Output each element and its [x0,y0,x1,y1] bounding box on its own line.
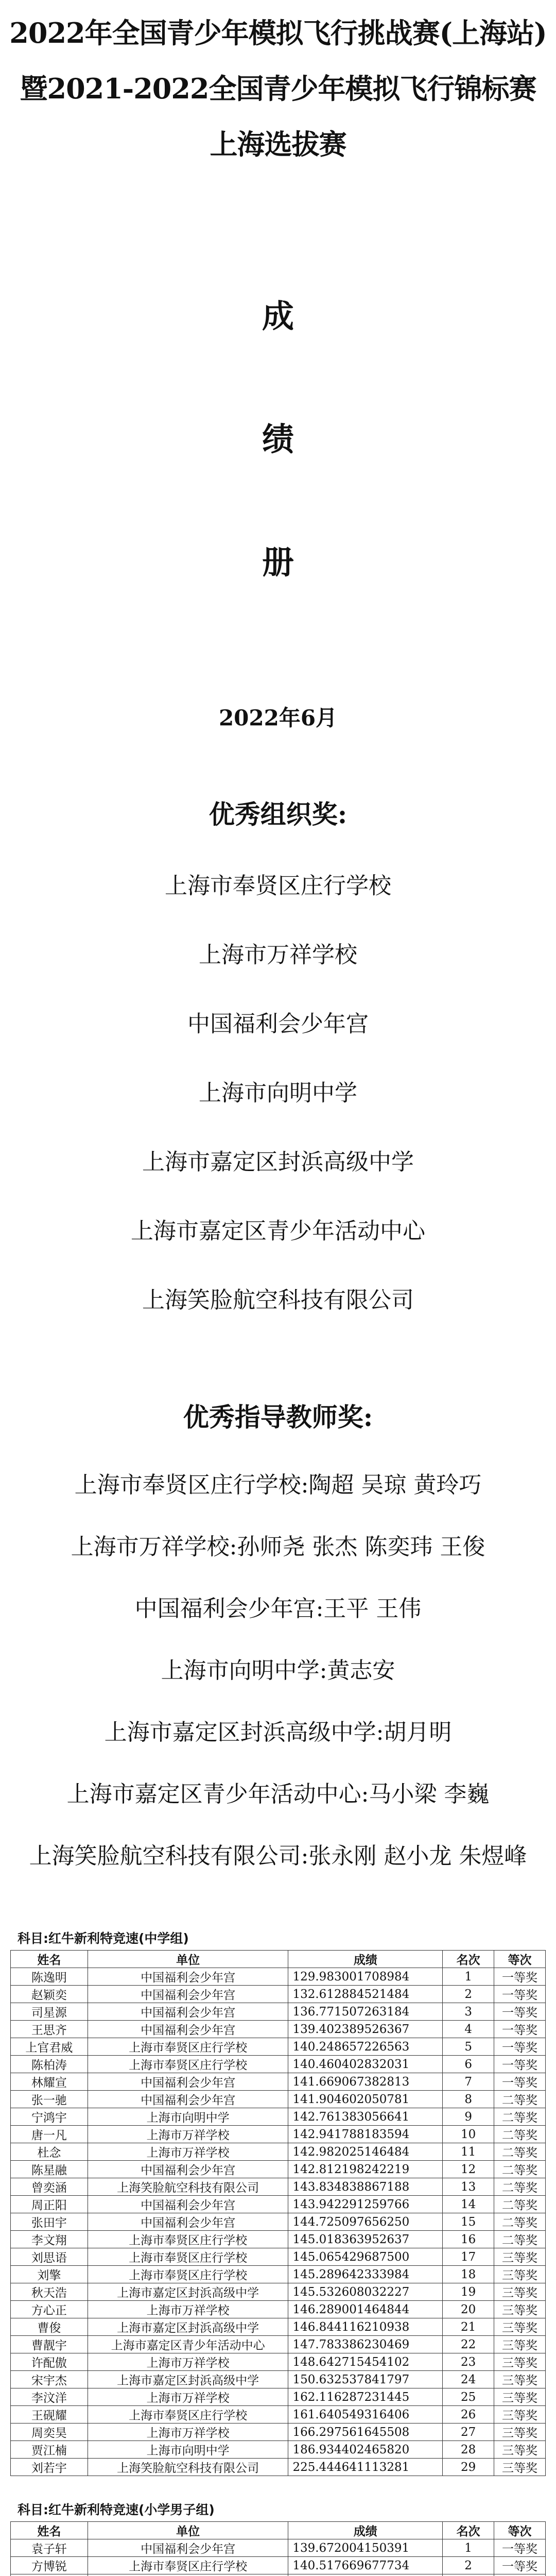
cell-name: 张一驰 [11,2091,88,2108]
cell-name: 秋天浩 [11,2283,88,2301]
cell-score: 162.116287231445 [288,2388,443,2406]
header-name: 姓名 [11,2522,88,2539]
cell-prize: 三等奖 [494,2336,546,2353]
cell-prize: 三等奖 [494,2388,546,2406]
cell-rank: 2 [443,2557,494,2574]
cell-rank: 12 [443,2161,494,2178]
org-award-heading: 优秀组织奖: [208,799,348,829]
cell-prize: 二等奖 [494,2196,546,2213]
cell-name: 周正阳 [11,2196,88,2213]
cell-unit: 中国福利会少年宫 [88,2091,288,2108]
table-row [11,2424,546,2441]
org-award-item: 上海市向明中学 [199,1080,357,1106]
table-row [11,2336,546,2353]
table-header-row [11,2522,546,2539]
teacher-award-item: 上海市向明中学:黄志安 [161,1657,395,1684]
table-row [11,2231,546,2248]
cell-rank: 9 [443,2108,494,2126]
cell-score: 186.934402465820 [288,2441,443,2459]
header-prize: 等次 [494,2522,546,2539]
result-table [10,2521,546,2576]
teacher-award-heading: 优秀指导教师奖: [183,1402,373,1432]
table-row [11,1968,546,1986]
cell-score [288,2574,443,2576]
org-award-item: 上海市嘉定区封浜高级中学 [142,1149,414,1175]
cell-unit: 中国福利会少年宫 [88,2213,288,2231]
cell-name: 陈逸明 [11,1968,88,1986]
org-award-item: 上海市奉贤区庄行学校 [165,873,391,899]
cell-name: 上官君威 [11,2038,88,2056]
table-row [11,2283,546,2301]
table-row [11,2196,546,2213]
cell-rank: 24 [443,2371,494,2388]
header-score: 成绩 [288,1951,443,1968]
cell-name: 宋宇杰 [11,2371,88,2388]
cell-rank: 14 [443,2196,494,2213]
cell-name: 宁鸿宇 [11,2108,88,2126]
cell-rank: 21 [443,2318,494,2336]
cell-prize: 三等奖 [494,2266,546,2283]
cell-prize: 二等奖 [494,2143,546,2161]
cell-rank: 2 [443,1986,494,2003]
cell-score: 146.289001464844 [288,2301,443,2318]
cell-score: 141.669067382813 [288,2073,443,2091]
cell-name: 陈柏涛 [11,2056,88,2073]
cell-rank: 29 [443,2459,494,2476]
cell-rank: 26 [443,2406,494,2424]
cell-score: 132.612884521484 [288,1986,443,2003]
cell-prize: 三等奖 [494,2441,546,2459]
teacher-award-item: 上海市万祥学校:孙师尧 张杰 陈奕玮 王俊 [71,1534,485,1560]
header-unit: 单位 [88,1951,288,1968]
cell-name: 李汶洋 [11,2388,88,2406]
cell-name: 司星源 [11,2003,88,2021]
cell-prize: 一等奖 [494,2056,546,2073]
cell-unit: 上海市奉贤区庄行学校 [88,2557,288,2574]
cell-rank: 19 [443,2283,494,2301]
cell-unit: 上海市奉贤区庄行学校 [88,2266,288,2283]
cell-prize: 三等奖 [494,2353,546,2371]
cell-rank: 23 [443,2353,494,2371]
cell-rank: 5 [443,2038,494,2056]
cell-prize: 三等奖 [494,2318,546,2336]
teacher-award-item: 上海市奉贤区庄行学校:陶超 吴琼 黄玲巧 [74,1472,482,1498]
cell-unit: 上海市万祥学校 [88,2143,288,2161]
cell-prize: 一等奖 [494,1986,546,2003]
cell-score: 140.248657226563 [288,2038,443,2056]
table-row [11,2441,546,2459]
cell-name: 袁子轩 [11,2539,88,2557]
table-header-row [11,1951,546,1968]
cell-score: 143.834838867188 [288,2178,443,2196]
teacher-award-item: 上海市嘉定区封浜高级中学:胡月明 [104,1719,452,1745]
cell-unit: 上海市奉贤区庄行学校 [88,2406,288,2424]
cell-score: 136.771507263184 [288,2003,443,2021]
cell-name: 曹俊 [11,2318,88,2336]
cell-rank: 22 [443,2336,494,2353]
cell-unit [88,2574,288,2576]
table-row [11,2539,546,2557]
title-line-2: 暨2021-2022全国青少年模拟飞行锦标赛 [20,72,536,105]
cell-rank: 6 [443,2056,494,2073]
table-row [11,2178,546,2196]
cell-unit: 上海市万祥学校 [88,2353,288,2371]
cell-score: 139.672004150391 [288,2539,443,2557]
cell-score: 139.402389526367 [288,2021,443,2038]
cell-unit: 上海市奉贤区庄行学校 [88,2038,288,2056]
org-award-list [0,852,556,1335]
cell-name: 唐一凡 [11,2126,88,2143]
header-rank: 名次 [443,2522,494,2539]
cell-name [11,2574,88,2576]
cell-prize: 一等奖 [494,2539,546,2557]
cell-unit: 中国福利会少年宫 [88,1968,288,1986]
cell-score: 146.844116210938 [288,2318,443,2336]
cell-prize: 二等奖 [494,2108,546,2126]
org-award-item: 上海市嘉定区青少年活动中心 [131,1218,425,1244]
table-row [11,2073,546,2091]
cell-prize: 三等奖 [494,2371,546,2388]
table-row [11,2003,546,2021]
teacher-award-item: 上海笑脸航空科技有限公司:张永刚 赵小龙 朱煜峰 [29,1843,527,1869]
cell-name: 林耀宣 [11,2073,88,2091]
cell-rank: 25 [443,2388,494,2406]
table-row [11,2091,546,2108]
teacher-award-item: 中国福利会少年宫:王平 王伟 [134,1596,422,1622]
cover-char-3: 册 [262,544,294,581]
table-row [11,2371,546,2388]
cell-prize: 二等奖 [494,2161,546,2178]
cell-unit: 中国福利会少年宫 [88,1986,288,2003]
table-row [11,2213,546,2231]
cell-unit: 上海市嘉定区封浜高级中学 [88,2283,288,2301]
cell-score: 150.632537841797 [288,2371,443,2388]
cell-name: 贾江楠 [11,2441,88,2459]
cell-rank: 8 [443,2091,494,2108]
cell-name: 王砚耀 [11,2406,88,2424]
title-line-3: 上海选拔赛 [210,128,346,161]
cell-unit: 中国福利会少年宫 [88,2196,288,2213]
cell-score: 142.761383056641 [288,2108,443,2126]
cell-name: 周奕昊 [11,2424,88,2441]
cell-score: 225.444641113281 [288,2459,443,2476]
table-title: 科目:红牛新利特竞速(中学组) [18,1931,189,1946]
cell-prize [494,2574,546,2576]
table-row [11,2021,546,2038]
cell-prize: 一等奖 [494,2073,546,2091]
cell-prize: 三等奖 [494,2301,546,2318]
cell-rank: 3 [443,2003,494,2021]
cover-char-2: 绩 [262,420,294,458]
cell-prize: 三等奖 [494,2406,546,2424]
table-row [11,2038,546,2056]
org-award-item: 中国福利会少年宫 [187,1011,369,1037]
cell-score: 145.018363952637 [288,2231,443,2248]
cell-name: 王思齐 [11,2021,88,2038]
cell-score: 161.640549316406 [288,2406,443,2424]
cell-rank: 28 [443,2441,494,2459]
header-score: 成绩 [288,2522,443,2539]
table-row [11,2266,546,2283]
cell-unit: 上海市嘉定区封浜高级中学 [88,2318,288,2336]
cell-prize: 二等奖 [494,2178,546,2196]
cell-score: 143.942291259766 [288,2196,443,2213]
cell-unit: 上海市万祥学校 [88,2424,288,2441]
cell-name: 杜念 [11,2143,88,2161]
cell-score: 142.982025146484 [288,2143,443,2161]
results-tables [0,1928,556,2576]
title-line-1: 2022年全国青少年模拟飞行挑战赛(上海站) [9,16,547,49]
cell-rank: 7 [443,2073,494,2091]
table-row [11,2143,546,2161]
cover-char-1: 成 [262,297,294,335]
table-row [11,2574,546,2576]
cell-prize: 二等奖 [494,2213,546,2231]
cell-name: 张田宇 [11,2213,88,2231]
cell-prize: 一等奖 [494,2557,546,2574]
cell-rank: 16 [443,2231,494,2248]
cell-unit: 上海市奉贤区庄行学校 [88,2056,288,2073]
cell-prize: 一等奖 [494,2038,546,2056]
table-row [11,2161,546,2178]
cell-name: 赵颖奕 [11,1986,88,2003]
table-row [11,2388,546,2406]
cell-name: 刘若宇 [11,2459,88,2476]
table-row [11,2301,546,2318]
result-table-section [10,1928,546,2476]
cell-unit: 上海市万祥学校 [88,2126,288,2143]
cell-unit: 中国福利会少年宫 [88,2003,288,2021]
cover-date: 2022年6月 [218,705,338,731]
cell-unit: 上海笑脸航空科技有限公司 [88,2459,288,2476]
title-block [0,0,556,172]
cell-score: 145.289642333984 [288,2266,443,2283]
cell-prize: 一等奖 [494,2021,546,2038]
cell-name: 方博锐 [11,2557,88,2574]
cell-prize: 一等奖 [494,1968,546,1986]
cell-rank: 15 [443,2213,494,2231]
cell-name: 许配傲 [11,2353,88,2371]
table-row [11,2108,546,2126]
cell-rank: 1 [443,1968,494,1986]
table-row [11,2056,546,2073]
cell-rank: 10 [443,2126,494,2143]
cell-unit: 中国福利会少年宫 [88,2021,288,2038]
table-row [11,2459,546,2476]
cell-score: 142.941788183594 [288,2126,443,2143]
cell-unit: 上海市嘉定区封浜高级中学 [88,2371,288,2388]
cell-name: 陈星融 [11,2161,88,2178]
table-title: 科目:红牛新利特竞速(小学男子组) [18,2502,215,2517]
teacher-award-list [0,1454,556,1887]
cell-rank: 18 [443,2266,494,2283]
cell-score: 129.983001708984 [288,1968,443,1986]
cell-rank: 20 [443,2301,494,2318]
cell-unit: 中国福利会少年宫 [88,2539,288,2557]
cell-rank [443,2574,494,2576]
cell-score: 141.904602050781 [288,2091,443,2108]
cell-unit: 中国福利会少年宫 [88,2161,288,2178]
cell-unit: 上海笑脸航空科技有限公司 [88,2178,288,2196]
cell-name: 曾奕涵 [11,2178,88,2196]
table-row [11,1986,546,2003]
cell-score: 147.783386230469 [288,2336,443,2353]
cell-prize: 一等奖 [494,2003,546,2021]
cell-rank: 27 [443,2424,494,2441]
cell-rank: 13 [443,2178,494,2196]
cell-prize: 二等奖 [494,2126,546,2143]
cell-rank: 4 [443,2021,494,2038]
cell-score: 140.517669677734 [288,2557,443,2574]
cell-name: 李文翔 [11,2231,88,2248]
org-award-item: 上海市万祥学校 [199,942,357,968]
cell-score: 142.812198242219 [288,2161,443,2178]
cell-name: 刘擎 [11,2266,88,2283]
cell-score: 140.460402832031 [288,2056,443,2073]
cell-unit: 上海市向明中学 [88,2108,288,2126]
cell-rank: 11 [443,2143,494,2161]
cell-unit: 上海市向明中学 [88,2441,288,2459]
header-prize: 等次 [494,1951,546,1968]
cell-unit: 上海市万祥学校 [88,2388,288,2406]
table-row [11,2353,546,2371]
table-row [11,2248,546,2266]
cell-unit: 上海市万祥学校 [88,2301,288,2318]
header-rank: 名次 [443,1951,494,1968]
cell-score: 148.642715454102 [288,2353,443,2371]
cell-unit: 上海市嘉定区青少年活动中心 [88,2336,288,2353]
table-row [11,2557,546,2574]
cell-rank: 1 [443,2539,494,2557]
cell-score: 145.065429687500 [288,2248,443,2266]
result-table-section [10,2500,546,2576]
cell-name: 方心正 [11,2301,88,2318]
header-unit: 单位 [88,2522,288,2539]
cell-unit: 中国福利会少年宫 [88,2073,288,2091]
cell-prize: 三等奖 [494,2459,546,2476]
result-table [10,1950,546,2476]
cell-unit: 上海市奉贤区庄行学校 [88,2248,288,2266]
teacher-award-item: 上海市嘉定区青少年活动中心:马小梁 李巍 [66,1781,490,1807]
header-name: 姓名 [11,1951,88,1968]
cell-unit: 上海市奉贤区庄行学校 [88,2231,288,2248]
cell-score: 145.532608032227 [288,2283,443,2301]
cell-prize: 三等奖 [494,2424,546,2441]
cell-prize: 二等奖 [494,2091,546,2108]
table-row [11,2318,546,2336]
cell-name: 曹靓宇 [11,2336,88,2353]
cell-prize: 三等奖 [494,2248,546,2266]
cell-prize: 三等奖 [494,2283,546,2301]
cell-rank: 17 [443,2248,494,2266]
table-row [11,2406,546,2424]
cell-prize: 二等奖 [494,2231,546,2248]
table-row [11,2126,546,2143]
cell-score: 144.725097656250 [288,2213,443,2231]
cell-score: 166.297561645508 [288,2424,443,2441]
org-award-item: 上海笑脸航空科技有限公司 [142,1287,414,1313]
cell-name: 刘思语 [11,2248,88,2266]
